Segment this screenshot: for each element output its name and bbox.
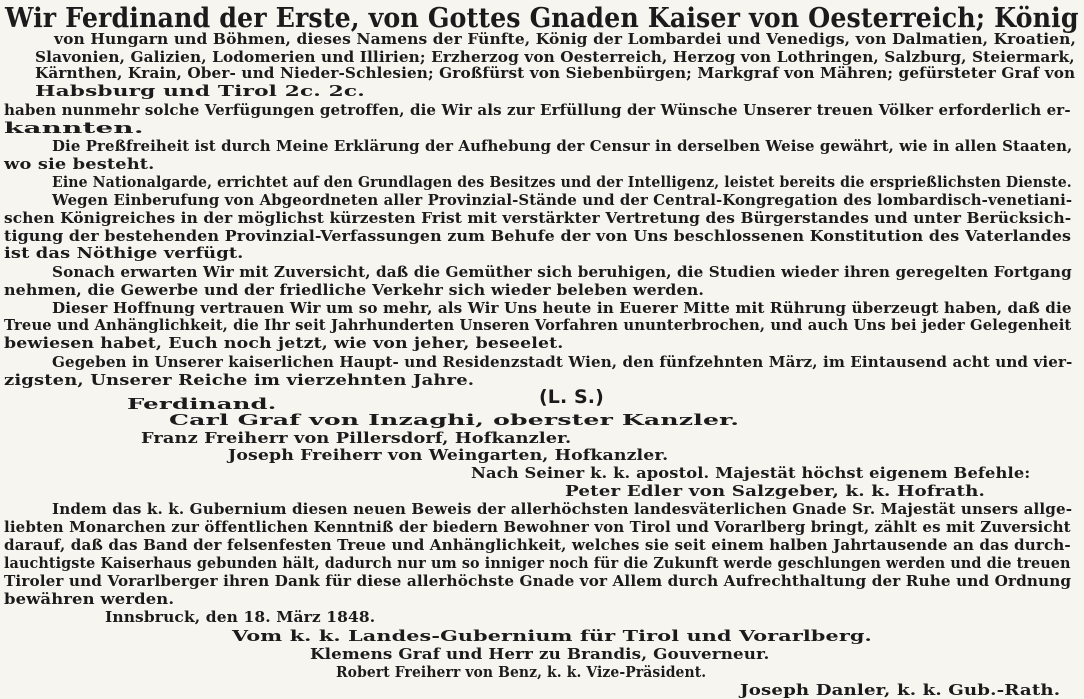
text-line: von Hungarn und Böhmen, dieses Namens der Fünfte, König der Lombardei und Venedigs, von Dalmatien, Kroatien, xyxy=(54,31,1076,48)
seal-ls: (L. S.) xyxy=(539,386,604,408)
text-line: ist das Nöthige verfügt. xyxy=(4,245,244,262)
text-line: Treue und Anhänglichkeit, die Ihr seit Jahrhunderten Unseren Vorfahren ununterbrochen, und auch Uns bei jeder Gelegenheit xyxy=(4,317,1072,334)
proclamation-title: Wir Ferdinand der Erste, von Gottes Gnaden Kaiser von Oesterreich; König xyxy=(5,3,1079,34)
text-line: Robert Freiherr von Benz, k. k. Vize-Präsident. xyxy=(336,664,707,681)
text-line: lauchtigste Kaiserhaus gebunden hält, dadurch nur um so inniger noch für die Zukunft werde geschlungen werden und die treuen xyxy=(4,555,1071,572)
text-line: Eine Nationalgarde, errichtet auf den Grundlagen des Besitzes und der Intelligenz, leistet bereits die ersprießlichsten Dienste. xyxy=(52,174,1072,191)
text-line: wo sie besteht. xyxy=(4,156,155,173)
text-line: schen Königreiches in der möglichst kürzesten Frist mit verstärkter Vertretung des Bürgerstandes und unter Berücksich- xyxy=(4,210,1072,227)
text-line: Slavonien, Galizien, Lodomerien und Illirien; Erzherzog von Oesterreich, Herzog von Lothringen, Salzburg, Steiermark, xyxy=(35,49,1075,66)
text-line: Vom k. k. Landes-Gubernium für Tirol und Vorarlberg. xyxy=(232,628,872,645)
text-line: bewiesen habet, Euch noch jetzt, wie von jeher, beseelet. xyxy=(4,335,564,352)
text-line: darauf, daß das Band der felsenfesten Treue und Anhänglichkeit, welches sie seit einem halben Jahrtausende an das durch- xyxy=(4,537,1071,554)
text-line: bewähren werden. xyxy=(4,591,175,608)
text-line: Carl Graf von Inzaghi, oberster Kanzler. xyxy=(169,412,740,429)
text-line: Joseph Freiherr von Weingarten, Hofkanzler. xyxy=(228,447,669,464)
text-line: kannten. xyxy=(4,120,144,137)
text-line: Innsbruck, den 18. März 1848. xyxy=(105,609,376,626)
text-line: Sonach erwarten Wir mit Zuversicht, daß die Gemüther sich beruhigen, die Studien wieder ihren geregelten Fortgang xyxy=(52,264,1072,281)
text-line: Wegen Einberufung von Abgeordneten aller Provinzial-Stände und der Central-Kongregation des lombardisch-venetiani- xyxy=(52,192,1073,209)
text-line: haben nunmehr solche Verfügungen getroffen, die Wir als zur Erfüllung der Wünsche Unserer treuen Völker erforderlich er- xyxy=(4,102,1071,119)
text-line: Habsburg und Tirol 2c. 2c. xyxy=(35,83,365,100)
text-line: nehmen, die Gewerbe und der friedliche Verkehr sich wieder beleben werden. xyxy=(4,282,704,299)
text-line: Ferdinand. xyxy=(127,396,277,413)
text-line: Peter Edler von Salzgeber, k. k. Hofrath. xyxy=(565,483,985,500)
text-line: Dieser Hoffnung vertrauen Wir um so mehr, als Wir Uns heute in Euerer Mitte mit Rührung überzeugt haben, daß die xyxy=(52,300,1072,317)
text-line: Joseph Danler, k. k. Gub.-Rath. xyxy=(740,682,1061,699)
text-line: Indem das k. k. Gubernium diesen neuen Beweis der allerhöchsten landesväterlichen Gnade Sr. Majestät unsers allge- xyxy=(52,501,1073,518)
text-line: zigsten, Unserer Reiche im vierzehnten Jahre. xyxy=(4,372,475,389)
text-line: Kärnthen, Krain, Ober- und Nieder-Schlesien; Großfürst von Siebenbürgen; Markgraf von Mähren; gefürsteter Graf von xyxy=(35,65,1076,82)
text-line: liebten Monarchen zur öffentlichen Kenntniß der biedern Bewohner von Tirol und Vorarlberg bringt, zählt es mit Zuversicht xyxy=(4,519,1071,536)
text-line: Tiroler und Vorarlberger ihren Dank für diese allerhöchste Gnade vor Allem durch Aufrechthaltung der Ruhe und Ordnung xyxy=(4,573,1072,590)
text-line: Klemens Graf und Herr zu Brandis, Gouverneur. xyxy=(310,646,770,663)
text-line: Die Preßfreiheit ist durch Meine Erklärung der Aufhebung der Censur in derselben Weise gewährt, wie in allen Staaten, xyxy=(52,138,1073,155)
text-line: tigung der bestehenden Provinzial-Verfassungen zum Behufe der von Uns beschlossenen Konstitution des Vaterlandes xyxy=(4,228,1072,245)
text-line: Gegeben in Unserer kaiserlichen Haupt- und Residenzstadt Wien, den fünfzehnten März, im Eintausend acht und vier- xyxy=(52,354,1073,371)
text-line: Franz Freiherr von Pillersdorf, Hofkanzler. xyxy=(141,430,572,447)
text-line: Nach Seiner k. k. apostol. Majestät höchst eigenem Befehle: xyxy=(471,465,1031,482)
